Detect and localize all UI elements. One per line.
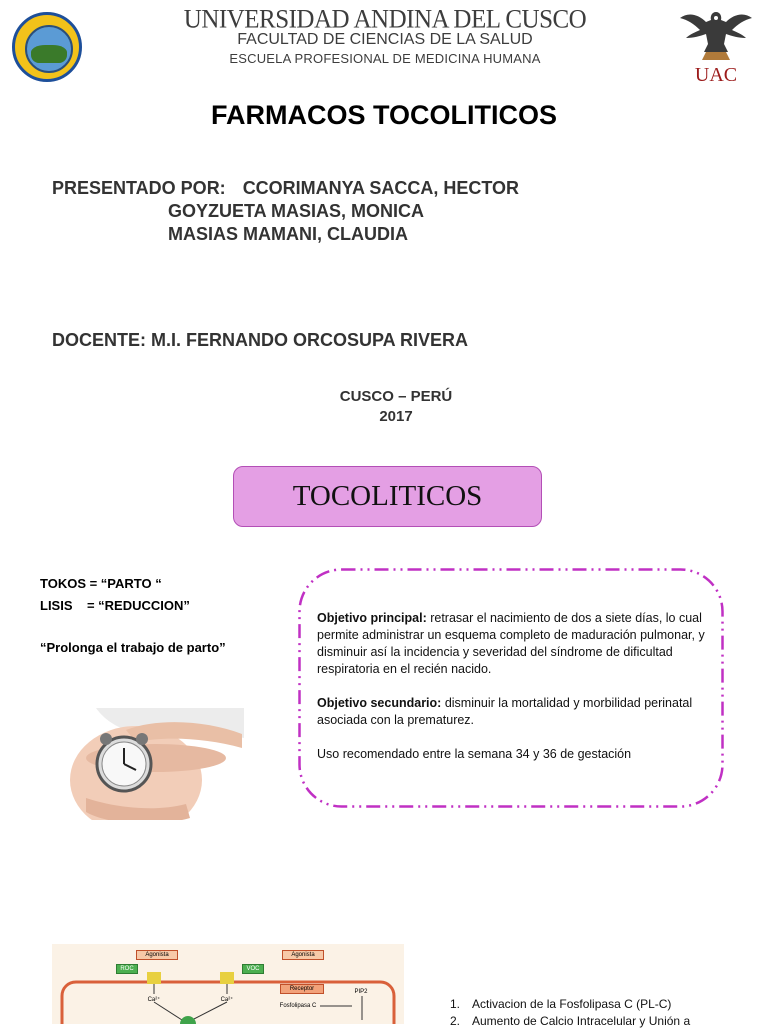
faculty-name: FACULTAD DE CIENCIAS DE LA SALUD [237,31,533,48]
recommended-use: Uso recomendado entre la semana 34 y 36 de gestación [317,747,632,761]
presenter-name: CCORIMANYA SACCA, HECTOR [242,178,520,198]
university-name: UNIVERSIDAD ANDINA DEL CUSCO [183,5,587,34]
fosfolipasa-label: Fosfolipasa C [279,1003,317,1009]
list-item: 1. Activacion de la Fosfolipasa C (PL-C) [450,997,672,1011]
presenter-name: GOYZUETA MASIAS, MONICA [168,201,424,221]
agonist-left-label: Agonista [136,950,178,960]
definitions [40,573,190,617]
main-objective-label: Objetivo principal: [317,611,427,625]
section-heading: TOCOLITICOS [233,466,542,527]
definition-tokos: TOKOS = “PARTO “ [40,576,162,591]
ca-label: Ca²⁺ [220,997,234,1003]
eagle-icon [676,4,756,64]
school-name: ESCUELA PROFESIONAL DE MEDICINA HUMANA [229,51,541,66]
uac-logo [676,4,756,88]
mechanism-steps [450,996,690,1030]
place: CUSCO – PERÚ [339,388,453,405]
receptor-label: Receptor [280,984,324,994]
secondary-objective-text: disminuir la mortalidad y morbilidad perinatal asociada con la prematurez. [317,696,693,727]
presenters-label: PRESENTADO POR: [52,178,226,198]
main-objective-text: retrasar el nacimiento de dos a siete días, lo cual permite administrar un esquema completo de maduración pulmonar, y disminuir así la incidencia y severidad del síndrome de dificultad respiratoria en el recién nacido. [317,611,705,676]
ca-label: Ca²⁺ [147,997,161,1003]
pregnant-belly-clock-image [66,708,244,836]
definition-quote: “Prolonga el trabajo de parto” [40,640,226,655]
list-item: 2. Aumento de Calcio Intracelular y Unión a [450,1014,691,1028]
definition-lisis: LISIS = “REDUCCION” [40,598,190,613]
roc-label: ROC [116,964,138,974]
objectives-text [317,610,709,780]
agonist-right-label: Agonista [282,950,324,960]
medicina-humana-seal-icon [12,12,82,82]
year: 2017 [379,408,413,425]
presenter-name: MASIAS MAMANI, CLAUDIA [168,224,408,244]
uac-text: UAC [694,64,738,86]
pip2-label: PIP2 [354,989,368,995]
secondary-objective-label: Objetivo secundario: [317,696,442,710]
place-date [296,387,496,427]
voc-label: VOC [242,964,264,974]
presentation-title: FARMACOS TOCOLITICOS [210,100,557,130]
teacher-line: DOCENTE: M.I. FERNANDO ORCOSUPA RIVERA [52,330,469,350]
presenters-block [52,177,519,246]
mechanism-diagram [52,944,404,1024]
